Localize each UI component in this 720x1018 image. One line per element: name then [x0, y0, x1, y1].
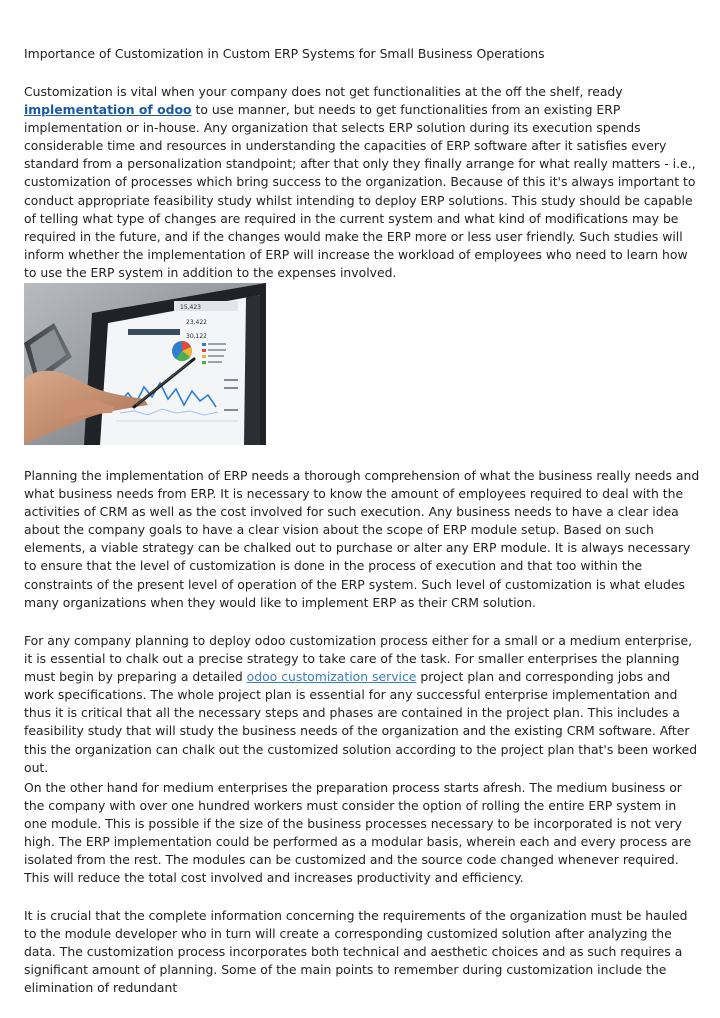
screen-figure-2: 23,422 — [186, 319, 207, 326]
paragraph-1-text-start: Customization is vital when your company does not get functionalities at the off the shelf, ready — [24, 84, 623, 99]
article-title: Importance of Customization in Custom ERP Systems for Small Business Operations — [24, 46, 545, 61]
screen-figure-1: 15,423 — [180, 304, 201, 311]
odoo-customization-service-link[interactable]: odoo customization service — [246, 669, 417, 685]
paragraph-2: Planning the implementation of ERP needs a thorough comprehension of what the business really needs and what business needs from ERP. It is necessary to know the amount of employees required to deal with the activities of CRM as well as the cost involved for such execution. Any business needs to have a clear idea about the company goals to have a clear vision about the scope of ERP module setup. Based on such elements, a viable strategy can be chalked out to purchase or alter any ERP module. It is always necessary to ensure that the level of customization is done in the process of execution and that too within the constraints of the present level of operation of the ERP system. Such level of customization is what eludes many organizations when they would like to implement ERP as their CRM solution. — [24, 468, 700, 610]
paragraph-3-text-start: For any company planning to deploy odoo customization process either for a small or a medium enterprise, it is essential to chalk out a precise strategy to take care of the task. For smaller enterprises the planning must begin by preparing a detailed — [24, 633, 693, 685]
tablet-dashboard-illustration — [24, 283, 266, 445]
implementation-of-odoo-link[interactable]: implementation of odoo — [24, 102, 192, 118]
paragraph-1 — [24, 83, 700, 282]
paragraph-5: It is crucial that the complete information concerning the requirements of the organization must be hauled to the module developer who in turn will create a corresponding customized solution after analyzing the data. The customization process incorporates both technical and aesthetic choices and as such requires a significant amount of planning. Some of the main points to remember during customization include the elimination of redundant — [24, 908, 688, 996]
paragraph-1-text-end: to use manner, but needs to get functionalities from an existing ERP implementation or in-house. Any organization that selects ERP solution during its execution spends considerable time and resources in understanding the capacities of ERP software after it satisfies every standard from a personalization standpoint; after that only they finally arrange for what really matters - i.e., customization of processes which bring success to the organization. Because of this it's always important to conduct appropriate feasibility study whilst intending to deploy ERP solutions. This study should be capable of telling what type of changes are required in the current system and what kind of modifications may be required in the future, and if the changes would make the ERP more or less user friendly. Such studies will inform whether the implementation of ERP will increase the workload of employees who need to learn how to use the ERP system in addition to the expenses involved. — [24, 102, 696, 280]
paragraph-3 — [24, 632, 700, 777]
erp-dashboard-photo — [24, 283, 266, 445]
paragraph-3-text-end: project plan and corresponding jobs and work specifications. The whole project plan is essential for any successful enterprise implementation and thus it is critical that all the necessary steps and phases are contained in the project plan. This includes a feasibility study that will study the business needs of the organization and the existing CRM software. After this the organization can chalk out the customized solution according to the project plan that's been worked out. — [24, 669, 698, 775]
screen-figure-3: 30,122 — [186, 333, 207, 340]
paragraph-4: On the other hand for medium enterprises the preparation process starts afresh. The medium business or the company with over one hundred workers must consider the option of rolling the entire ERP system in one module. This is possible if the size of the business processes necessary to be incorporated is not very high. The ERP implementation could be performed as a modular basis, wherein each and every process are isolated from the rest. The modules can be customized and the source code changed whenever required. This will reduce the total cost involved and increases productivity and efficiency. — [24, 780, 692, 886]
